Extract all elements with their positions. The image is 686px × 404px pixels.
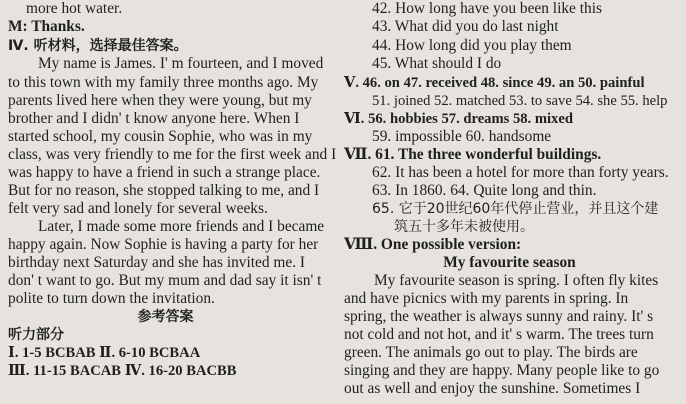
essay-line: and have picnics with my parents in spring. In	[344, 290, 629, 307]
right-column	[336, 0, 683, 404]
answer-line: 51. joined 52. matched 53. to save 54. she 55. help	[372, 93, 668, 109]
paragraph-line: class, was very friendly to me for the first week and I	[8, 146, 337, 163]
paragraph-line: polite to turn down the invitation.	[8, 290, 215, 307]
answer-line: 65. 它于20世纪60年代停止营业，并且这个建	[372, 201, 659, 217]
answer-line: 筑五十多年未被使用。	[394, 219, 534, 235]
paragraph-line: started school, my cousin Sophie, who was in my	[8, 128, 313, 145]
paragraph-line: to this town with my family three months ago. My	[8, 74, 319, 91]
essay-line: My favourite season is spring. I often fly kites	[374, 272, 659, 289]
answer-line: 42. How long have you been like this	[372, 0, 602, 17]
subheading-listening: 听力部分	[8, 327, 64, 343]
paragraph-line: birthday next Saturday and she has invited me. I	[8, 254, 306, 271]
essay-title: My favourite season	[443, 254, 576, 271]
essay-line: spring, the weather is always sunny and rainy. It' s	[344, 308, 654, 325]
essay-line: out as well and enjoy the sunshine. Sometimes I	[344, 380, 641, 397]
answer-line: Ⅶ. 61. The three wonderful buildings.	[344, 146, 602, 163]
paragraph-line: was happy to have a friend in such a strange place.	[8, 164, 321, 181]
answer-line: Ⅴ. 46. on 47. received 48. since 49. an 50. painful	[344, 75, 645, 91]
answer-line: 44. How long did you play them	[372, 37, 572, 54]
text-line: more hot water.	[26, 0, 123, 17]
answer-line: 45. What should I do	[372, 55, 502, 72]
paragraph-line: parents lived here when they were young, but my	[8, 92, 312, 109]
answer-line: 59. impossible 60. handsome	[372, 128, 552, 145]
paragraph-line: felt very sad and lonely for several weeks.	[8, 200, 268, 217]
paragraph-line: don' t want to go. But my mum and dad say it isn' t	[8, 272, 322, 289]
essay-line: singing and they are happy. Many people like to go	[344, 362, 660, 379]
answer-line: 62. It has been a hotel for more than forty years.	[372, 164, 669, 181]
paragraph-line: brother and I didn' t know anyone here. When I	[8, 110, 300, 127]
section-heading: Ⅳ. 听材料，选择最佳答案。	[8, 38, 188, 54]
paragraph-line: My name is James. I' m fourteen, and I moved	[38, 55, 324, 72]
essay-line: green. The animals go out to play. The birds are	[344, 344, 638, 361]
left-column-lower	[0, 0, 331, 404]
answer-line: Ⅰ. 1-5 BCBAB Ⅱ. 6-10 BCBAA	[8, 345, 201, 361]
essay-line: not cold and not hot, and it' s warm. The trees turn	[344, 326, 654, 343]
answer-line: Ⅲ. 11-15 BACAB Ⅳ. 16-20 BACBB	[8, 363, 237, 379]
paragraph-line: happy again. Now Sophie is having a party for her	[8, 236, 319, 253]
answer-line: Ⅵ. 56. hobbies 57. dreams 58. mixed	[344, 111, 573, 127]
paragraph-line: Later, I made some more friends and I became	[38, 218, 325, 235]
paragraph-line: But for no reason, she stopped talking to me, and I	[8, 182, 320, 199]
answer-key-title: 参考答案	[137, 309, 194, 325]
section-heading: Ⅷ. One possible version:	[344, 236, 522, 253]
answer-line: 63. In 1860. 64. Quite long and thin.	[372, 182, 597, 199]
answer-line: 43. What did you do last night	[372, 18, 559, 35]
dialogue-line: M: Thanks.	[8, 18, 85, 35]
